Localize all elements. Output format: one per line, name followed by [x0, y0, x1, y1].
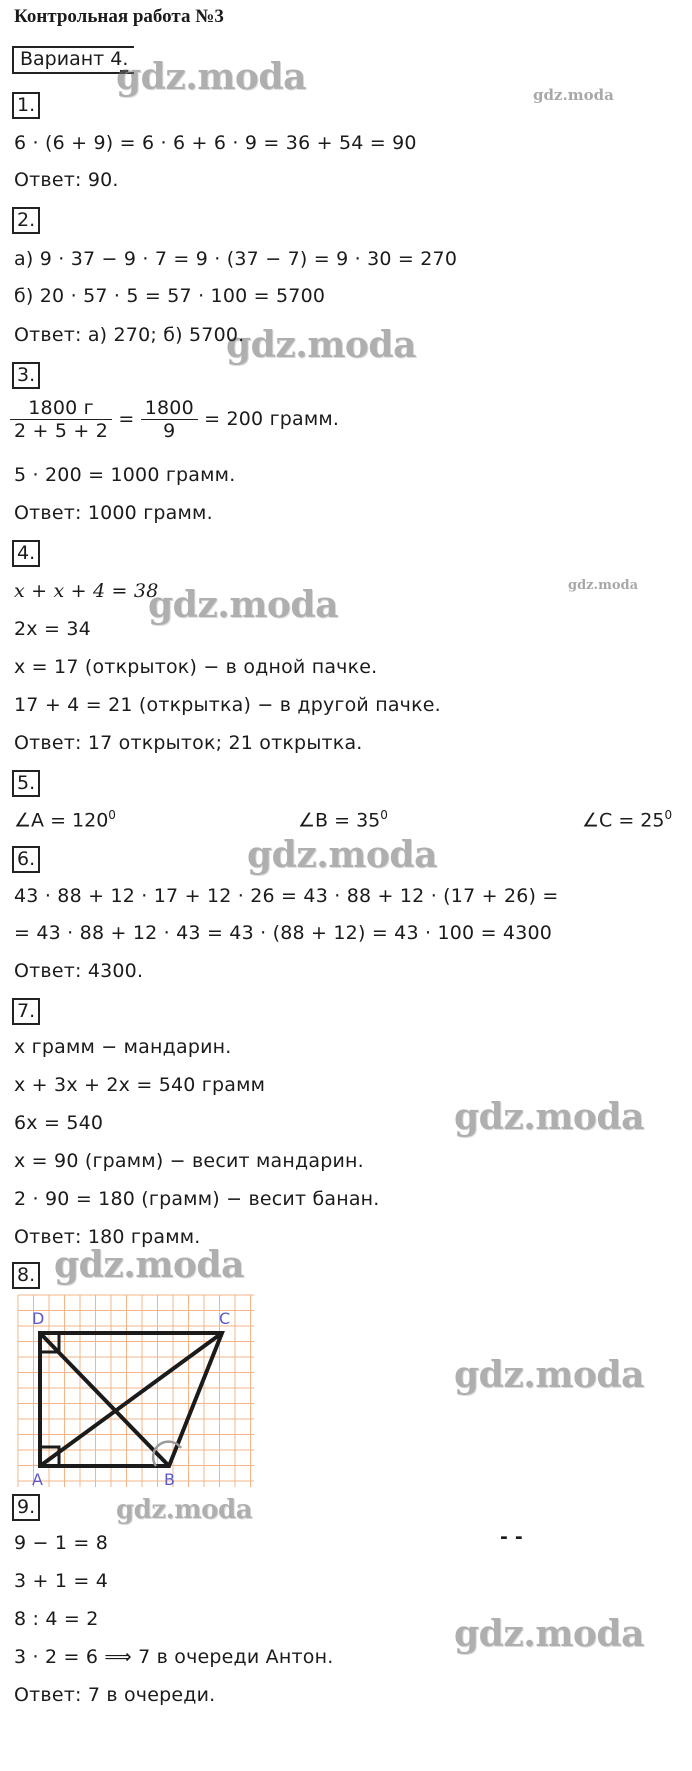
fraction: $\frac{1800}{9}$	[141, 397, 198, 442]
task-number: 2.	[12, 207, 40, 234]
angle-c: ∠C = $25^0$	[582, 808, 673, 832]
task-number: 8.	[12, 1262, 40, 1289]
answer-line: Ответ: 17 открыток; 21 открытка.	[14, 732, 363, 754]
solution-line: 3 + 1 = 4	[14, 1570, 109, 1592]
vertex-label-c: C	[219, 1309, 231, 1328]
solution-line: x = 90 (грамм) − весит мандарин.	[14, 1150, 364, 1172]
watermark: gdz.moda	[454, 1613, 644, 1655]
task-number: 1.	[12, 92, 40, 119]
task-number: 5.	[12, 770, 40, 797]
vertex-label-a: A	[32, 1470, 43, 1487]
angle-b: ∠B = $35^0$	[298, 808, 388, 832]
fraction-equation: $\frac{1800 г}{2 + 5 + 2}$ = $\frac{1800}{9}$ = 200 грамм.	[10, 397, 339, 442]
task-number: 4.	[12, 540, 40, 567]
solution-line: 5 · 200 = 1000 грамм.	[14, 464, 236, 486]
fraction: $\frac{1800 г}{2 + 5 + 2}$	[10, 397, 112, 442]
answer-line: Ответ: 4300.	[14, 960, 144, 982]
solution-line: а) 9 · 37 − 9 · 7 = 9 · (37 − 7) = 9 · 30 = 270	[14, 248, 458, 270]
task-number: 9.	[12, 1494, 40, 1521]
solution-line: = 43 · 88 + 12 · 43 = 43 · (88 + 12) = 43 · 100 = 4300	[14, 922, 553, 944]
answer-line: Ответ: 90.	[14, 169, 119, 191]
geometry-drawing	[14, 1293, 254, 1487]
solution-line: 6x = 540	[14, 1112, 104, 1134]
task-number: 6.	[12, 846, 40, 873]
vertex-label-b: B	[164, 1470, 175, 1487]
watermark: gdz.moda	[116, 56, 306, 98]
watermark: gdz.moda	[54, 1244, 244, 1286]
solution-line: 9 − 1 = 8	[14, 1532, 109, 1554]
solution-line: x = 17 (открыток) − в одной пачке.	[14, 656, 378, 678]
watermark: gdz.moda	[454, 1354, 644, 1396]
answer-line: Ответ: 1000 грамм.	[14, 502, 213, 524]
solution-line: б) 20 · 57 · 5 = 57 · 100 = 5700	[14, 285, 326, 307]
solution-line: x + x + 4 = 38	[14, 580, 159, 602]
solution-line: 8 : 4 = 2	[14, 1608, 99, 1630]
answer-line: Ответ: 7 в очереди.	[14, 1684, 216, 1706]
solution-line: 2 · 90 = 180 (грамм) − весит банан.	[14, 1188, 380, 1210]
angle-a: ∠A = $120^0$	[14, 808, 116, 832]
solution-line: x + 3x + 2x = 540 грамм	[14, 1074, 266, 1096]
watermark: gdz.moda	[247, 834, 437, 876]
task-number: 7.	[12, 998, 40, 1025]
solution-line: 17 + 4 = 21 (открытка) − в другой пачке.	[14, 694, 441, 716]
dash-mark: - -	[500, 1526, 523, 1548]
watermark: gdz.moda	[116, 1495, 253, 1525]
watermark-small: gdz.moda	[568, 578, 639, 593]
task-number: 3.	[12, 362, 40, 389]
solution-line: 6 · (6 + 9) = 6 · 6 + 6 · 9 = 36 + 54 = 90	[14, 132, 417, 154]
answer-line: Ответ: 180 грамм.	[14, 1226, 201, 1248]
solution-line: 3 · 2 = 6 ⟹ 7 в очереди Антон.	[14, 1646, 334, 1668]
watermark: gdz.moda	[148, 584, 338, 626]
solution-line: 43 · 88 + 12 · 17 + 12 · 26 = 43 · 88 + 12 · (17 + 26) =	[14, 885, 559, 907]
page-title: Контрольная работа №3	[14, 6, 224, 27]
watermark: gdz.moda	[454, 1096, 644, 1138]
variant-label: Вариант 4.	[12, 46, 134, 74]
watermark: gdz.moda	[226, 324, 416, 366]
vertex-label-d: D	[32, 1309, 45, 1328]
solution-line: 2x = 34	[14, 618, 91, 640]
watermark-small: gdz.moda	[533, 86, 614, 104]
answer-line: Ответ: а) 270; б) 5700.	[14, 324, 245, 346]
solution-line: x грамм − мандарин.	[14, 1036, 232, 1058]
